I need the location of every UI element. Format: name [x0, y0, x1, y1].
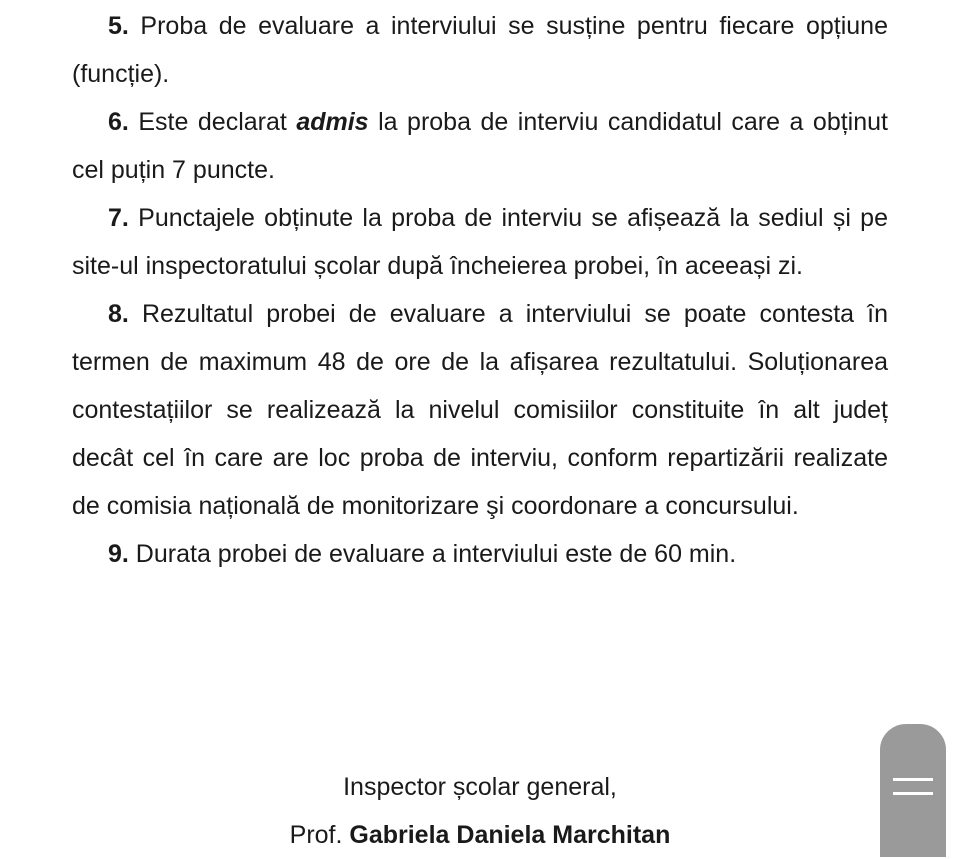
paragraph-text: Punctajele obținute la proba de interviu se afișează la sediul și pe site-ul inspectoratului școlar după încheierea probei, în aceeași zi. — [72, 204, 888, 280]
signature-block — [0, 763, 960, 859]
paragraph-number: 5. — [108, 12, 129, 40]
paragraph-8 — [72, 290, 888, 530]
paragraph-text: Durata probei de evaluare a interviului este de 60 min. — [128, 540, 737, 568]
paragraph-number: 7. — [108, 204, 129, 232]
paragraph-text: Rezultatul probei de evaluare a interviului se poate contesta în termen de maximum 48 de ore de la afișarea rezultatului. Soluționarea contestațiilor se realizează la nivelul comisiilor constituite în alt județ decât cel în care are loc proba de interviu, conform repartizării realizate de comisia națională de monitorizare şi coordonare a concursului. — [72, 300, 888, 520]
paragraph-number: 8. — [108, 300, 129, 328]
emphasis-word: admis — [296, 108, 369, 136]
paragraph-number: 6. — [108, 108, 129, 136]
signature-name: Gabriela Daniela Marchitan — [349, 821, 671, 849]
paragraph-7 — [72, 194, 888, 290]
grip-line-icon — [893, 778, 933, 781]
paragraph-9 — [72, 530, 888, 578]
paragraph-6 — [72, 98, 888, 194]
document-body — [72, 0, 888, 578]
paragraph-number: 9. — [108, 540, 129, 568]
paragraph-text: la proba de interviu candidatul care a obținut cel puțin 7 puncte. — [72, 108, 888, 184]
paragraph-text: Proba de evaluare a interviului se susține pentru fiecare opțiune (funcție). — [72, 12, 888, 88]
paragraph-text: Este declarat — [128, 108, 297, 136]
scroll-handle[interactable] — [878, 722, 948, 859]
grip-line-icon — [893, 792, 933, 795]
signature-prefix: Prof. — [289, 821, 350, 849]
paragraph-5 — [72, 2, 888, 98]
signature-name-line — [0, 811, 960, 859]
signature-title: Inspector școlar general, — [343, 773, 617, 801]
